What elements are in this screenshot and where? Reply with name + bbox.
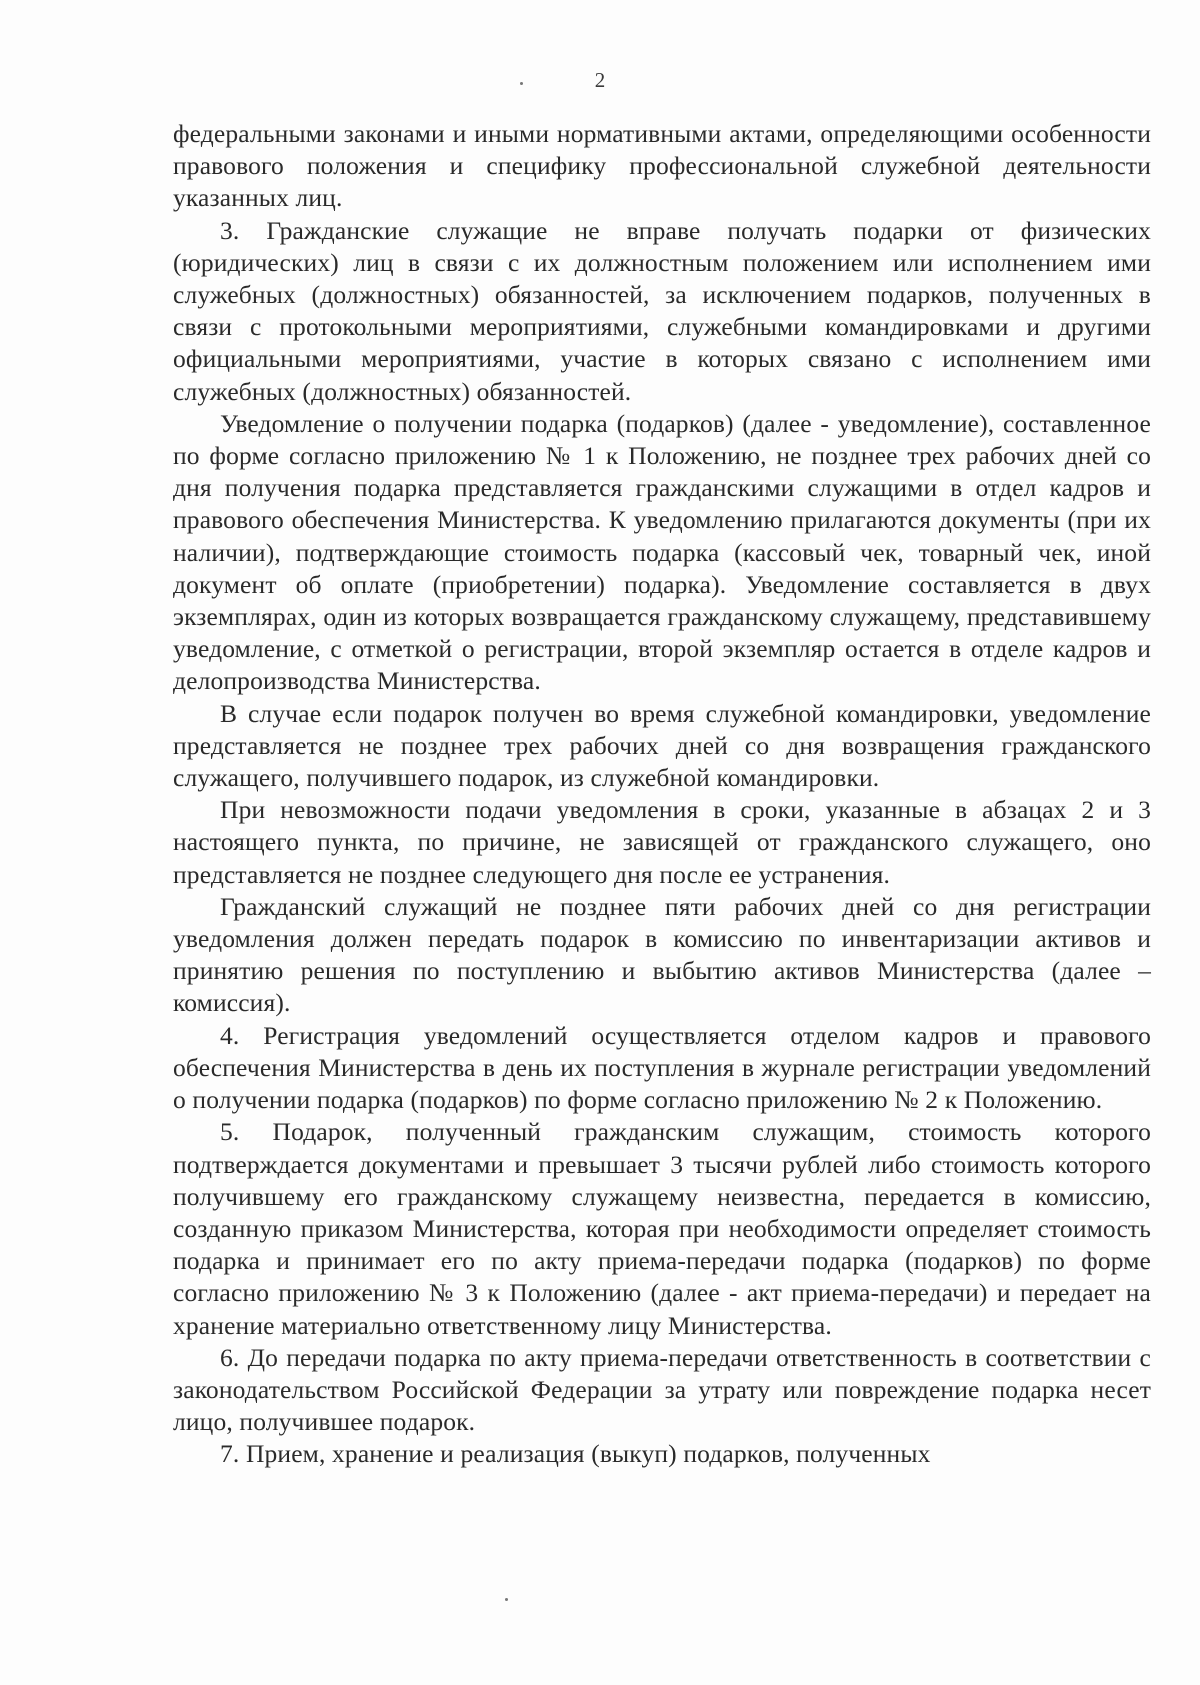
paragraph-item-6: 6. До передачи подарка по акту приема-передачи ответственность в соответствии с законодательством Российской Федерации за утрату или повреждение подарка несет лицо, получившее подарок. (173, 1342, 1151, 1437)
paragraph-continuation: федеральными законами и иными нормативными актами, определяющими особенности правового положения и специфику профессиональной служебной деятельности указанных лиц. (173, 119, 1151, 213)
paragraph-item-4: 4. Регистрация уведомлений осуществляется отделом кадров и правового обеспечения Министерства в день их поступления в журнале регистрации уведомлений о получении подарка (подарков) по форме согласно приложению № 2 к Положению. (173, 1020, 1151, 1115)
page-number: 2 (594, 68, 606, 92)
paragraph-business-trip: В случае если подарок получен во время служебной командировки, уведомление представляется не позднее трех рабочих дней со дня возвращения гражданского служащего, получившего подарок, из служебной командировки. (173, 698, 1151, 793)
paragraph-notification: Уведомление о получении подарка (подарков) (далее - уведомление), составленное по форме согласно приложению № 1 к Положению, не позднее трех рабочих дней со дня получения подарка представляется гражданскими служащими в отдел кадров и правового обеспечения Министерства. К уведомлению прилагаются документы (при их наличии), подтверждающие стоимость подарка (кассовый чек, товарный чек, иной документ об оплате (приобретении) подарка). Уведомление составляется в двух экземплярах, один из которых возвращается гражданскому служащему, представившему уведомление, с отметкой о регистрации, второй экземпляр остается в отделе кадров и делопроизводства Министерства. (173, 408, 1151, 696)
paragraph-item-7: 7. Прием, хранение и реализация (выкуп) подарков, полученных (220, 1439, 931, 1469)
paragraph-item-3: 3. Гражданские служащие не вправе получать подарки от физических (юридических) лиц в связи с их должностным положением или исполнением ими служебных (должностных) обязанностей, за исключением подарков, полученных в связи с протокольными мероприятиями, служебными командировками и другими официальными мероприятиями, участие в которых связано с исполнением ими служебных (должностных) обязанностей. (173, 215, 1151, 406)
paragraph-impossibility: При невозможности подачи уведомления в сроки, указанные в абзацах 2 и 3 настоящего пункта, по причине, не зависящей от гражданского служащего, оно представляется не позднее следующего дня после ее устранения. (173, 795, 1151, 889)
paragraph-item-5: 5. Подарок, полученный гражданским служащим, стоимость которого подтверждается документами и превышает 3 тысячи рублей либо стоимость которого получившему его гражданскому служащему неизвестна, передается в комиссию, созданную приказом Министерства, которая при необходимости определяет стоимость подарка и принимает его по акту приема-передачи подарка (подарков) по форме согласно приложению № 3 к Положению (далее - акт приема-передачи) и передает на хранение материально ответственному лицу Министерства. (173, 1117, 1151, 1340)
document-body (173, 118, 1151, 1471)
scan-speck (520, 82, 523, 85)
paragraph-handover: Гражданский служащий не позднее пяти рабочих дней со дня регистрации уведомления должен передать подарок в комиссию по инвентаризации активов и принятию решения по поступлению и выбытию активов Министерства (далее – комиссия). (173, 891, 1151, 1018)
scan-speck (505, 1598, 508, 1601)
